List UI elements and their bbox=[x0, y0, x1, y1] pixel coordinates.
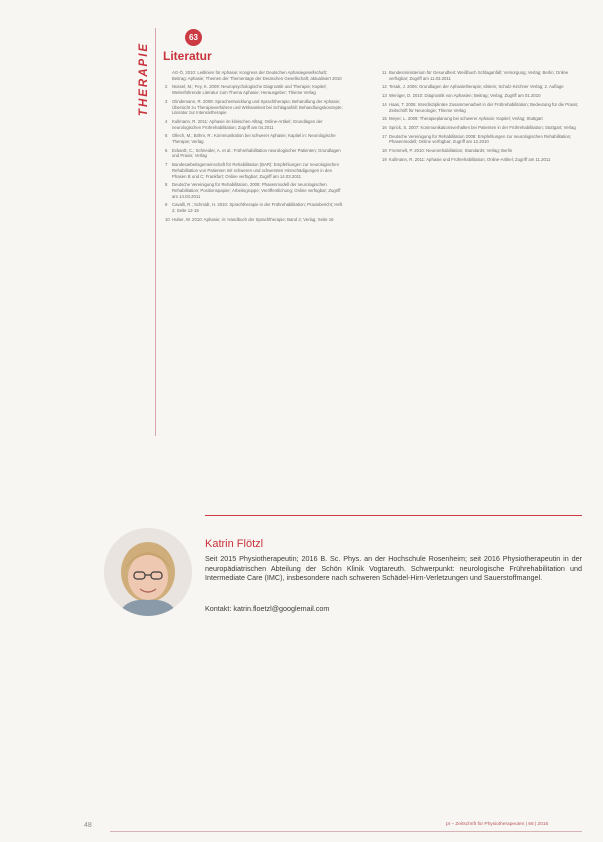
reference-item bbox=[382, 116, 580, 122]
reference-item bbox=[165, 84, 343, 95]
vertical-rule bbox=[155, 28, 156, 436]
reference-text: Meyer, L. 2009: Therapieplanung bei schwerer Aphasie; Kapitel; Verlag; Stuttgart bbox=[389, 116, 543, 122]
author-contact: Kontakt: katrin.floetzl@googlemail.com bbox=[205, 604, 330, 613]
reference-text: Bundesarbeitsgemeinschaft für Rehabilitation (BAR): Empfehlungen zur neurologischen Rehabilitation von Patienten mit schweren und schwersten Hirnschädigungen in den Phasen B und C; Frankfurt; Online verfügbar; Zugriff am 14.03.2011 bbox=[172, 162, 339, 179]
reference-text: Bundesministerium für Gesundheit: Weißbuch Schlaganfall; Versorgung; Verlag; Berlin; Online verfügbar; Zugriff am 11.03.2011 bbox=[389, 70, 569, 81]
reference-item bbox=[382, 134, 580, 145]
reference-item bbox=[382, 84, 580, 90]
reference-item bbox=[382, 93, 580, 99]
reference-number: 19 bbox=[382, 156, 387, 162]
author-name: Katrin Flötzl bbox=[205, 538, 264, 550]
reference-item bbox=[165, 182, 343, 199]
reference-item bbox=[382, 157, 580, 163]
reference-item bbox=[165, 162, 343, 179]
reference-number: 10 bbox=[165, 216, 170, 222]
reference-text: Deutsche Vereinigung für Rehabilitation 2008: Empfehlungen zur neurologischen Rehabilitation; Phasenmodell; Online verfügbar; Zugriff am 12.2010 bbox=[389, 133, 572, 145]
author-photo bbox=[104, 528, 192, 616]
reference-text: Cavalli, R.; Schmidt, H. 2010: Sprachtherapie in der Frührehabilitation; Praxisbericht; Heft 2; Seite 12-18 bbox=[172, 202, 343, 214]
page-badge: 63 bbox=[185, 29, 202, 46]
reference-item bbox=[382, 148, 580, 154]
reference-number: 17 bbox=[382, 133, 387, 139]
reference-text: Tesak, J. 2006: Grundlagen der Aphasietherapie; Idstein; Schulz-Kirchner Verlag; 2. Auflage bbox=[389, 84, 564, 90]
reference-text: Huber, W. 2010: Aphasie; in: Handbuch der Sprachtherapie; Band 2; Verlag; Seite 16 bbox=[172, 216, 334, 222]
reference-item bbox=[165, 217, 343, 223]
reference-text: Eckardt, C.; Schneider, A. et al.: Frührehabilitation neurologischer Patienten; Grundlagen und Praxis; Verlag bbox=[172, 147, 341, 159]
reference-number: 8 bbox=[165, 182, 168, 188]
reference-number: 16 bbox=[382, 124, 387, 130]
side-title-text: THERAPIE bbox=[138, 41, 150, 117]
author-portrait bbox=[104, 528, 192, 616]
reference-text: Kullmann, R. 2011: Aphasie im klinischen Alltag; Online-Artikel; Grundlagen der neurologischen Frührehabilitation; Zugriff am 04.2011 bbox=[172, 118, 323, 130]
reference-number: 14 bbox=[382, 101, 387, 107]
reference-item bbox=[165, 202, 343, 213]
reference-text: Ollech, M.; Böhm, R.: Kommunikation bei schwerer Aphasie; Kapitel in: Neurologische Therapie; Verlag bbox=[172, 133, 336, 145]
page-number: 48 bbox=[84, 822, 92, 829]
reference-number: 7 bbox=[165, 162, 168, 168]
reference-item bbox=[165, 148, 343, 159]
reference-number: 6 bbox=[165, 147, 168, 153]
reference-number: 13 bbox=[382, 93, 387, 99]
reference-number: 4 bbox=[165, 118, 168, 124]
reference-number: 2 bbox=[165, 84, 168, 90]
reference-text: AG-Ö, 2010: Leitlinien für Aphasie; Kongress der Deutschen Aphasiegesellschaft; Beitrag: Aphasie; Themen der Thementage der Deutschen Gesellschaft; aktualisiert 2010 bbox=[172, 70, 342, 81]
reference-number: 5 bbox=[165, 133, 168, 139]
reference-item bbox=[165, 119, 343, 130]
reference-text: Frommelt, P. 2010: Neurorehabilitation; Standards; Verlag; Berlin bbox=[389, 148, 513, 154]
reference-text: Haas, T. 2006: Interdisziplinäre Zusammenarbeit in der Frührehabilitation; Bedeutung für die Praxis; Zeitschrift für Neurologie; Thieme Verlag bbox=[389, 101, 579, 113]
author-bio: Seit 2015 Physiotherapeutin; 2016 B. Sc. Phys. an der Hochschule Rosenheim; seit 2016 Physiotherapeutin in der neuropädiatrischen Abteilung der Schön Klinik Vogtareuth. Schwerpunkt: neurologische Frührehabilitation und Intermediate Care (IMC), insbesondere nach schweren Schädel-Hirn-Verletzungen und Sauerstoffmangel. bbox=[205, 554, 582, 583]
reference-item bbox=[165, 99, 343, 116]
reference-item bbox=[382, 125, 580, 131]
side-title bbox=[136, 24, 152, 134]
section-title: Literatur bbox=[163, 49, 212, 63]
footer-rule bbox=[110, 831, 582, 832]
reference-number: 3 bbox=[165, 98, 168, 104]
reference-number: 11 bbox=[382, 70, 387, 75]
bio-divider bbox=[205, 515, 582, 516]
reference-text: Deutsche Vereinigung für Rehabilitation, 2008: Phasenmodell der neurologischen Rehabilitation; Positionspapier; Arbeitsgruppe; Veröffentlichung; Online verfügbar; Zugriff am 14.03.2011 bbox=[172, 182, 341, 199]
reference-item bbox=[165, 133, 343, 144]
reference-number: 15 bbox=[382, 116, 387, 122]
reference-item bbox=[382, 70, 580, 81]
reference-number: 18 bbox=[382, 148, 387, 154]
reference-item bbox=[165, 70, 343, 81]
reference-text: Nüssel, M.; Fey, K. 2009: Neuropsychologische Diagnostik und Therapie; Kapitel; Weiterführende Literatur zum Thema Aphasie; Herausgeber; Thieme Verlag bbox=[172, 84, 327, 96]
reference-text: Glindemann, R. 2008: Sprachentwicklung und Sprachtherapie; Behandlung der Aphasie; Übersicht zu Therapieverfahren und Wirksamkeit bei Schlaganfall; Behandlungskonzepte; Literatur zur Intensivtherapie bbox=[172, 98, 343, 116]
reference-text: Sprick, S. 2007: Kommunikationsverhalten bei Patienten in der Frührehabilitation; Stuttgart; Verlag bbox=[389, 124, 576, 130]
references-right-column bbox=[382, 70, 580, 165]
reference-number: 9 bbox=[165, 202, 168, 208]
reference-text: Weniger, D. 2010: Diagnostik von Aphasien; Beitrag; Verlag; Zugriff am 01.2010 bbox=[389, 93, 541, 99]
footer-journal: pt – Zeitschrift für Physiotherapeuten | 68 | 2016 bbox=[446, 822, 549, 827]
reference-number: 12 bbox=[382, 84, 387, 90]
references-left-column bbox=[165, 70, 343, 225]
reference-item bbox=[382, 102, 580, 113]
reference-text: Kullmann, R. 2011: Aphasie und Frührehabilitation; Online-Artikel; Zugriff am 11.2011 bbox=[389, 156, 551, 162]
